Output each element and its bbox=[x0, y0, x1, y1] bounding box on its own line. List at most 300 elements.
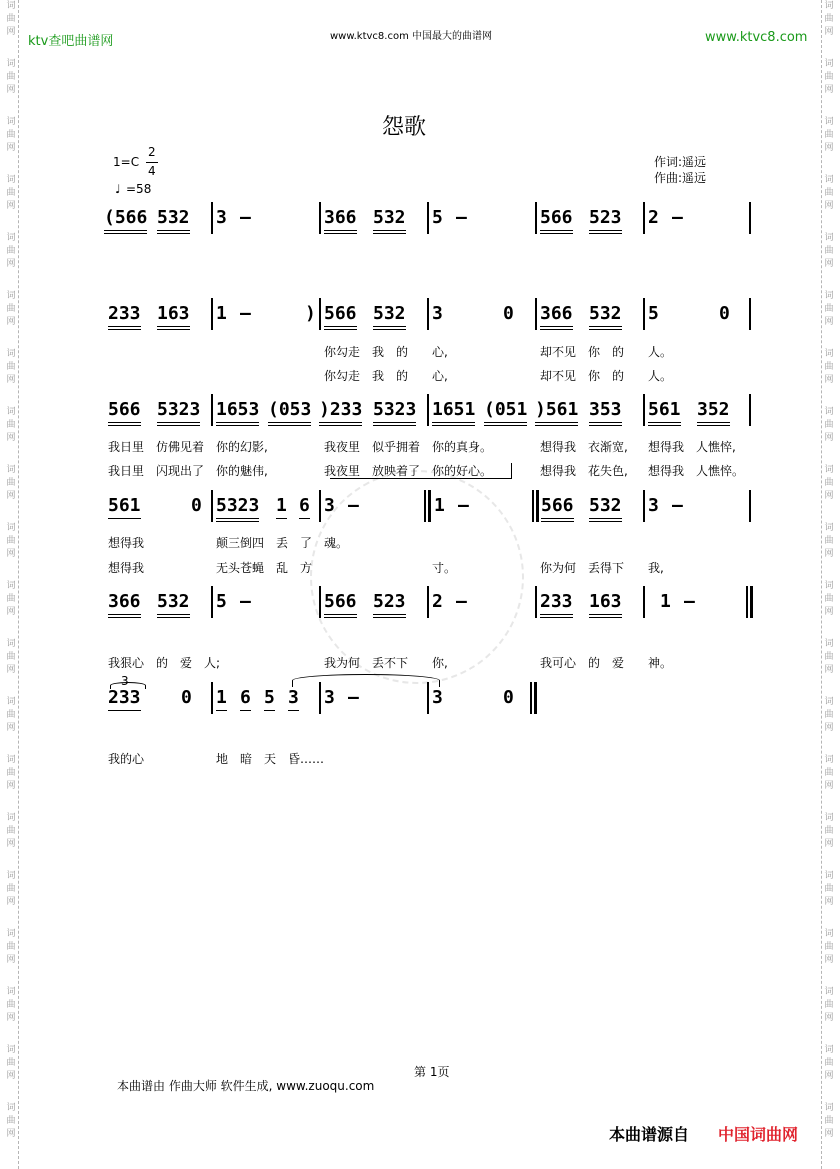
lyric: 心, bbox=[432, 369, 448, 383]
side-label-char: 网 bbox=[6, 433, 16, 443]
side-label-gap bbox=[822, 735, 836, 754]
side-label-char: 网 bbox=[6, 491, 16, 501]
side-label-char: 词 bbox=[824, 639, 834, 649]
side-label-gap bbox=[822, 561, 836, 580]
lyric: 我, bbox=[648, 561, 664, 575]
side-label-char: 网 bbox=[824, 491, 834, 501]
key-signature: 1=C bbox=[113, 155, 140, 169]
side-label-char: 网 bbox=[6, 259, 16, 269]
note-group: (053 bbox=[268, 399, 312, 420]
note-group: 5323 bbox=[216, 495, 260, 516]
note: 3 bbox=[324, 687, 335, 708]
barline bbox=[211, 490, 213, 522]
dash: – bbox=[348, 495, 359, 516]
side-label-char: 网 bbox=[824, 85, 834, 95]
side-label-char: 曲 bbox=[6, 478, 16, 488]
dash: – bbox=[240, 303, 251, 324]
side-label-char: 词 bbox=[824, 871, 834, 881]
lyric: 想得我 bbox=[540, 464, 577, 478]
side-label-char: 词 bbox=[6, 175, 16, 185]
side-label-char: 曲 bbox=[6, 14, 16, 24]
note-group: 5323 bbox=[373, 399, 417, 420]
note-group: 366 bbox=[324, 207, 357, 228]
barline bbox=[643, 202, 645, 234]
side-label-char: 网 bbox=[824, 665, 834, 675]
side-label-gap bbox=[822, 97, 836, 116]
side-label-gap bbox=[822, 793, 836, 812]
side-label-char: 词 bbox=[6, 1, 16, 11]
barline bbox=[211, 682, 213, 714]
side-label-char: 词 bbox=[824, 1, 834, 11]
side-label-char: 网 bbox=[6, 955, 16, 965]
side-label-char: 曲 bbox=[6, 884, 16, 894]
side-label-char: 网 bbox=[6, 1129, 16, 1139]
side-label-char: 网 bbox=[6, 1013, 16, 1023]
side-label-char: 网 bbox=[824, 201, 834, 211]
side-label-char: 曲 bbox=[6, 304, 16, 314]
note-group: 233 bbox=[540, 591, 573, 612]
note: 3 bbox=[324, 495, 335, 516]
note-group: 532 bbox=[589, 495, 622, 516]
dash: – bbox=[684, 591, 695, 612]
lyric: 我的心 bbox=[108, 752, 145, 766]
note-group: )561 bbox=[535, 399, 579, 420]
barline bbox=[319, 298, 321, 330]
side-label-char: 网 bbox=[6, 781, 16, 791]
triplet-mark: 3 bbox=[121, 674, 129, 688]
note-group: 566 bbox=[108, 399, 141, 420]
lyric: 衣渐宽, bbox=[588, 440, 628, 454]
side-label-char: 网 bbox=[824, 723, 834, 733]
side-label-char: 网 bbox=[6, 607, 16, 617]
side-label-char: 曲 bbox=[824, 72, 834, 82]
side-label-char: 词 bbox=[6, 59, 16, 69]
note: 6 bbox=[299, 495, 310, 516]
lyric: 你的好心。 bbox=[432, 464, 493, 478]
tie-curve bbox=[292, 674, 440, 687]
note: 3 bbox=[432, 687, 443, 708]
side-label-char: 词 bbox=[824, 987, 834, 997]
page-number: 第 1页 bbox=[414, 1065, 450, 1079]
lyric: 人; bbox=[204, 656, 221, 670]
barline bbox=[749, 298, 751, 330]
side-label-char: 网 bbox=[824, 143, 834, 153]
side-label-char: 曲 bbox=[824, 1116, 834, 1126]
rest: 0 bbox=[181, 687, 192, 708]
final-barline-thin bbox=[530, 682, 532, 714]
side-label-char: 曲 bbox=[6, 1116, 16, 1126]
final-barline-thick bbox=[534, 682, 537, 714]
side-label-char: 词 bbox=[6, 871, 16, 881]
note: 6 bbox=[240, 687, 251, 708]
side-label-char: 词 bbox=[6, 697, 16, 707]
lyric: 你, bbox=[432, 656, 448, 670]
side-label-char: 网 bbox=[6, 85, 16, 95]
note-group: 561 bbox=[648, 399, 681, 420]
side-label-char: 曲 bbox=[6, 188, 16, 198]
side-label-gap bbox=[4, 445, 18, 464]
lyric: 暗 bbox=[240, 752, 253, 766]
side-label-char: 词 bbox=[6, 987, 16, 997]
side-label-char: 词 bbox=[6, 407, 16, 417]
barline bbox=[424, 490, 426, 522]
side-label-char: 曲 bbox=[824, 1058, 834, 1068]
side-label-char: 曲 bbox=[824, 710, 834, 720]
lyric: 天 bbox=[264, 752, 277, 766]
lyric: 的 bbox=[612, 345, 625, 359]
side-label-char: 曲 bbox=[824, 14, 834, 24]
side-label-gap bbox=[822, 329, 836, 348]
note: 2 bbox=[648, 207, 659, 228]
note-group: 532 bbox=[589, 303, 622, 324]
side-label-char: 词 bbox=[6, 813, 16, 823]
lyric: 了 bbox=[300, 536, 313, 550]
side-label-char: 网 bbox=[824, 1129, 834, 1139]
dash: – bbox=[458, 495, 469, 516]
side-label-char: 曲 bbox=[824, 188, 834, 198]
side-label-gap bbox=[822, 851, 836, 870]
note: 2 bbox=[432, 591, 443, 612]
side-label-gap bbox=[4, 851, 18, 870]
side-label-char: 词 bbox=[6, 929, 16, 939]
note-group: 532 bbox=[373, 303, 406, 324]
side-label-char: 曲 bbox=[824, 362, 834, 372]
barline bbox=[427, 394, 429, 426]
side-label-char: 词 bbox=[824, 813, 834, 823]
lyricist: 作词:遥远 bbox=[654, 155, 707, 169]
barline bbox=[643, 298, 645, 330]
side-label-gap bbox=[822, 909, 836, 928]
note-group: 1653 bbox=[216, 399, 260, 420]
source-site: 中国词曲网 bbox=[718, 1125, 799, 1144]
dash: – bbox=[240, 207, 251, 228]
barline bbox=[749, 490, 751, 522]
side-label-char: 词 bbox=[824, 1103, 834, 1113]
side-label-gap bbox=[822, 677, 836, 696]
note-group: 233 bbox=[108, 687, 141, 708]
side-label-char: 词 bbox=[824, 581, 834, 591]
side-label-char: 网 bbox=[6, 665, 16, 675]
side-label-char: 网 bbox=[824, 781, 834, 791]
side-label-char: 词 bbox=[6, 1103, 16, 1113]
side-label-char: 词 bbox=[6, 291, 16, 301]
side-label-gap bbox=[4, 1083, 18, 1102]
right-margin-strip bbox=[821, 0, 836, 1169]
lyric: 我日里 bbox=[108, 440, 145, 454]
composer: 作曲:遥远 bbox=[654, 171, 707, 185]
side-label-gap bbox=[4, 561, 18, 580]
side-label-gap bbox=[4, 39, 18, 58]
barline bbox=[749, 202, 751, 234]
note-group: 366 bbox=[540, 303, 573, 324]
barline bbox=[211, 298, 213, 330]
side-label-gap bbox=[4, 619, 18, 638]
side-label-gap bbox=[822, 155, 836, 174]
side-label-char: 曲 bbox=[824, 594, 834, 604]
lyric: 却不见 bbox=[540, 369, 577, 383]
note-group: 233 bbox=[108, 303, 141, 324]
lyric: 想得我 bbox=[648, 440, 685, 454]
note-group: 353 bbox=[589, 399, 622, 420]
side-label-char: 词 bbox=[824, 1045, 834, 1055]
side-label-char: 曲 bbox=[6, 420, 16, 430]
lyric: 闪现出了 bbox=[156, 464, 205, 478]
side-label-char: 网 bbox=[824, 1013, 834, 1023]
note-group: 566 bbox=[540, 207, 573, 228]
dash: – bbox=[672, 207, 683, 228]
note-group: (051 bbox=[484, 399, 528, 420]
side-label-gap bbox=[822, 39, 836, 58]
side-label-gap bbox=[822, 503, 836, 522]
lyric: 似乎拥着 bbox=[372, 440, 421, 454]
side-label-char: 网 bbox=[6, 549, 16, 559]
side-label-char: 曲 bbox=[6, 72, 16, 82]
side-label-gap bbox=[4, 155, 18, 174]
dash: – bbox=[456, 207, 467, 228]
lyric: 想得我 bbox=[108, 536, 145, 550]
note: 3 bbox=[432, 303, 443, 324]
tempo-note-icon: ♩ bbox=[115, 182, 121, 196]
side-label-char: 网 bbox=[6, 27, 16, 37]
note-group: 523 bbox=[589, 207, 622, 228]
side-label-char: 曲 bbox=[824, 246, 834, 256]
lyric: 爱 bbox=[612, 656, 625, 670]
side-label-char: 曲 bbox=[6, 710, 16, 720]
side-label-char: 曲 bbox=[824, 826, 834, 836]
lyric: 神。 bbox=[648, 656, 673, 670]
side-label-char: 网 bbox=[6, 1071, 16, 1081]
side-label-char: 网 bbox=[824, 1071, 834, 1081]
side-label-char: 词 bbox=[6, 349, 16, 359]
side-label-char: 词 bbox=[6, 639, 16, 649]
note: 1 bbox=[216, 303, 227, 324]
side-label-char: 曲 bbox=[6, 130, 16, 140]
side-label-char: 网 bbox=[6, 317, 16, 327]
lyric: 我夜里 bbox=[324, 464, 361, 478]
side-label-char: 曲 bbox=[824, 942, 834, 952]
side-label-char: 曲 bbox=[824, 536, 834, 546]
side-label-char: 曲 bbox=[6, 536, 16, 546]
note-group: 566 bbox=[324, 591, 357, 612]
rest: 0 bbox=[503, 687, 514, 708]
lyric: 魂。 bbox=[324, 536, 349, 550]
side-label-char: 词 bbox=[824, 929, 834, 939]
side-label-char: 网 bbox=[6, 201, 16, 211]
volta-bracket bbox=[330, 478, 512, 479]
note-group: 1651 bbox=[432, 399, 476, 420]
barline bbox=[319, 490, 321, 522]
side-label-char: 曲 bbox=[824, 478, 834, 488]
side-label-gap bbox=[4, 271, 18, 290]
dash: – bbox=[240, 591, 251, 612]
note: 1 bbox=[276, 495, 287, 516]
volta-bracket-end bbox=[511, 463, 512, 479]
side-label-gap bbox=[4, 1141, 18, 1160]
lyric: 你的魅伟, bbox=[216, 464, 268, 478]
side-label-gap bbox=[822, 1083, 836, 1102]
side-label-char: 词 bbox=[824, 59, 834, 69]
note: 5 bbox=[216, 591, 227, 612]
side-label-char: 词 bbox=[824, 523, 834, 533]
side-label-char: 网 bbox=[824, 27, 834, 37]
side-label-char: 网 bbox=[6, 897, 16, 907]
side-label-char: 词 bbox=[6, 523, 16, 533]
lyric: 人憔悴, bbox=[696, 440, 736, 454]
side-label-gap bbox=[4, 329, 18, 348]
side-label-gap bbox=[822, 1141, 836, 1160]
side-label-gap bbox=[4, 677, 18, 696]
lyric: 颠三倒四 bbox=[216, 536, 265, 550]
side-label-char: 网 bbox=[6, 839, 16, 849]
barline bbox=[643, 394, 645, 426]
lyric: 我夜里 bbox=[324, 440, 361, 454]
header-center: www.ktvc8.com 中国最大的曲谱网 bbox=[330, 31, 493, 42]
barline bbox=[746, 586, 748, 618]
note: 3 bbox=[216, 207, 227, 228]
lyric: 地 bbox=[216, 752, 229, 766]
note-group: 566 bbox=[541, 495, 574, 516]
side-label-char: 词 bbox=[824, 233, 834, 243]
credit-line: 本曲谱由 作曲大师 软件生成, www.zuoqu.com bbox=[117, 1079, 375, 1093]
side-label-char: 曲 bbox=[824, 1000, 834, 1010]
barline bbox=[643, 490, 645, 522]
repeat-end-barline bbox=[750, 586, 753, 618]
barline bbox=[532, 490, 534, 522]
side-label-char: 网 bbox=[824, 259, 834, 269]
note-group: 5323 bbox=[157, 399, 201, 420]
left-margin-strip bbox=[4, 0, 19, 1169]
side-label-char: 曲 bbox=[824, 420, 834, 430]
side-label-gap bbox=[4, 387, 18, 406]
side-label-gap bbox=[822, 271, 836, 290]
side-label-char: 曲 bbox=[824, 652, 834, 662]
note-group: 561 bbox=[108, 495, 141, 516]
lyric: 我 bbox=[372, 345, 385, 359]
lyric: 我狠心 bbox=[108, 656, 145, 670]
side-label-gap bbox=[4, 909, 18, 928]
lyric: 人。 bbox=[648, 369, 673, 383]
dash: – bbox=[672, 495, 683, 516]
note: 5 bbox=[648, 303, 659, 324]
repeat-barline bbox=[536, 490, 539, 522]
lyric: 乱 bbox=[276, 561, 289, 575]
rest: 0 bbox=[191, 495, 202, 516]
side-label-char: 网 bbox=[824, 549, 834, 559]
lyric: 的 bbox=[588, 656, 601, 670]
side-label-gap bbox=[822, 213, 836, 232]
note-group: 163 bbox=[589, 591, 622, 612]
barline bbox=[535, 586, 537, 618]
side-label-gap bbox=[4, 213, 18, 232]
side-label-char: 曲 bbox=[6, 826, 16, 836]
lyric: 想得我 bbox=[540, 440, 577, 454]
side-label-char: 网 bbox=[824, 607, 834, 617]
barline bbox=[427, 202, 429, 234]
side-label-char: 网 bbox=[824, 897, 834, 907]
side-label-char: 词 bbox=[824, 349, 834, 359]
barline bbox=[749, 394, 751, 426]
side-label-char: 网 bbox=[824, 955, 834, 965]
side-label-char: 曲 bbox=[6, 1000, 16, 1010]
brand-right: www.ktvc8.com bbox=[705, 30, 808, 45]
note: 5 bbox=[432, 207, 443, 228]
lyric: 心, bbox=[432, 345, 448, 359]
lyric: 我为何 bbox=[324, 656, 361, 670]
side-label-char: 词 bbox=[6, 1045, 16, 1055]
side-label-char: 网 bbox=[824, 317, 834, 327]
side-label-char: 曲 bbox=[824, 768, 834, 778]
lyric: 放映着了 bbox=[372, 464, 421, 478]
note-group: 566 bbox=[324, 303, 357, 324]
side-label-gap bbox=[4, 793, 18, 812]
side-label-char: 词 bbox=[6, 233, 16, 243]
lyric: 你 bbox=[588, 369, 601, 383]
dash: – bbox=[456, 591, 467, 612]
lyric: 爱 bbox=[180, 656, 193, 670]
lyric: 你 bbox=[588, 345, 601, 359]
barline bbox=[319, 586, 321, 618]
side-label-char: 词 bbox=[824, 117, 834, 127]
lyric: 方 bbox=[300, 561, 313, 575]
barline bbox=[427, 586, 429, 618]
lyric: 的 bbox=[612, 369, 625, 383]
side-label-char: 词 bbox=[824, 755, 834, 765]
lyric: 丢 bbox=[276, 536, 289, 550]
lyric: 寸。 bbox=[432, 561, 457, 575]
note: 1 bbox=[434, 495, 445, 516]
side-label-char: 词 bbox=[6, 465, 16, 475]
time-bottom: 4 bbox=[148, 164, 156, 178]
note-group: 523 bbox=[373, 591, 406, 612]
time-top: 2 bbox=[148, 145, 156, 159]
lyric: 你的幻影, bbox=[216, 440, 268, 454]
note: 1 bbox=[216, 687, 227, 708]
side-label-gap bbox=[4, 967, 18, 986]
side-label-char: 词 bbox=[824, 465, 834, 475]
source-label: 本曲谱源自 bbox=[609, 1125, 690, 1144]
note-group: 532 bbox=[157, 591, 190, 612]
side-label-char: 曲 bbox=[6, 362, 16, 372]
barline bbox=[211, 586, 213, 618]
note-group: 532 bbox=[373, 207, 406, 228]
dash: – bbox=[348, 687, 359, 708]
side-label-char: 曲 bbox=[824, 304, 834, 314]
side-label-char: 网 bbox=[824, 839, 834, 849]
paren-close: ) bbox=[305, 303, 316, 324]
side-label-gap bbox=[822, 619, 836, 638]
note-group: 366 bbox=[108, 591, 141, 612]
side-label-char: 网 bbox=[824, 433, 834, 443]
lyric: 人憔悴。 bbox=[696, 464, 745, 478]
side-label-char: 词 bbox=[824, 697, 834, 707]
lyric: 却不见 bbox=[540, 345, 577, 359]
lyric: 我可心 bbox=[540, 656, 577, 670]
barline bbox=[427, 298, 429, 330]
note-group: (566 bbox=[104, 207, 148, 228]
tempo: =58 bbox=[126, 182, 152, 196]
time-divider bbox=[146, 162, 158, 163]
barline bbox=[643, 586, 645, 618]
side-label-char: 网 bbox=[6, 143, 16, 153]
note-group: 352 bbox=[697, 399, 730, 420]
lyric: 的 bbox=[396, 369, 409, 383]
brand-left: ktv查吧曲谱网 bbox=[28, 34, 114, 49]
lyric: 无头苍蝇 bbox=[216, 561, 265, 575]
side-label-gap bbox=[822, 387, 836, 406]
note-group: 163 bbox=[157, 303, 190, 324]
side-label-char: 网 bbox=[6, 723, 16, 733]
note: 3 bbox=[648, 495, 659, 516]
